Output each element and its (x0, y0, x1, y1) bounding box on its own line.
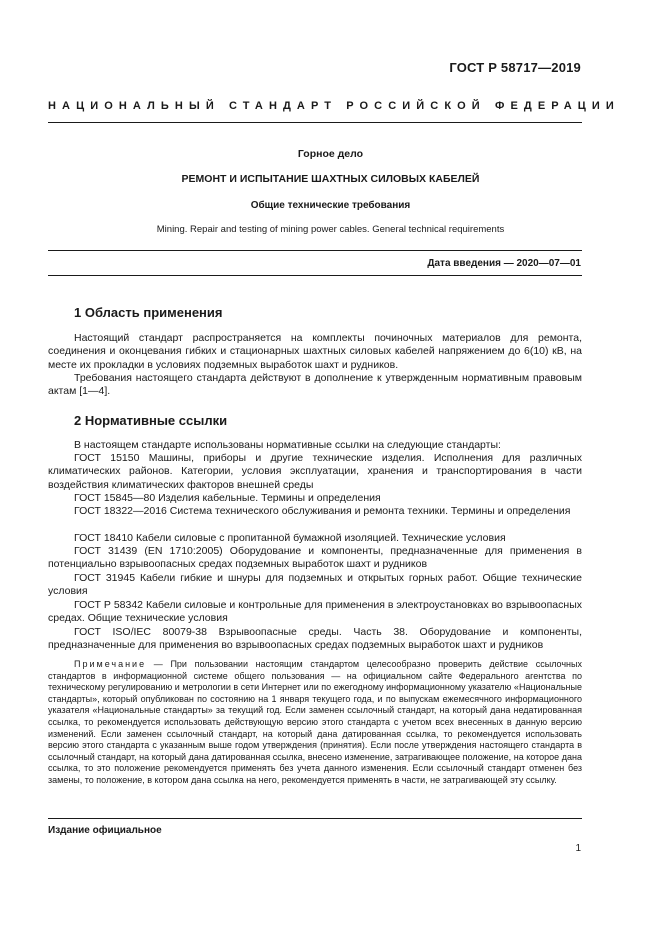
reference-item: ГОСТ 18410 Кабели силовые с пропитанной бумажной изоляцией. Технические условия (74, 532, 506, 544)
section-1-paragraph: Требования настоящего стандарта действуют в дополнение к утвержденным нормативным правовым актам [1—4]. (48, 372, 582, 398)
page-number: 1 (575, 843, 581, 854)
english-title: Mining. Repair and testing of mining power cables. General technical requirements (156, 224, 505, 235)
section-1-paragraph: Настоящий стандарт распространяется на комплекты починочных материалов для ремонта, соединения и оконцевания гибких и стационарных шахтных силовых кабелей напряжением до 6(10) кВ, на месте их прокладки в условиях подземных выработок шахт и рудников. (48, 332, 582, 371)
reference-item: ГОСТ 18322—2016 Система технического обслуживания и ремонта техники. Термины и определения (74, 505, 571, 517)
reference-item: ГОСТ 31439 (EN 1710:2005) Оборудование и компоненты, предназначенные для применения в потенциально взрывоопасных средах подземных выработок шахт и рудников (48, 545, 582, 571)
national-standard-banner: НАЦИОНАЛЬНЫЙ СТАНДАРТ РОССИЙСКОЙ ФЕДЕРАЦИИ (48, 100, 620, 112)
section-2-heading: 2 Нормативные ссылки (74, 413, 228, 428)
introduction-date: Дата введения — 2020—07—01 (427, 258, 581, 269)
footer-rule (48, 818, 582, 819)
reference-item: ГОСТ Р 58342 Кабели силовые и контрольные для применения в электроустановках во взрывоопасных средах. Общие технические условия (48, 599, 582, 625)
reference-item: ГОСТ 15150 Машины, приборы и другие технические изделия. Исполнения для различных климатических районов. Категории, условия эксплуатации, хранения и транспортирования в части воздействия климатических факторов внешней среды (48, 452, 582, 491)
reference-item: ГОСТ 15845—80 Изделия кабельные. Термины и определения (74, 492, 381, 504)
section-1-heading: 1 Область применения (74, 305, 223, 320)
reference-item: ГОСТ ISO/IEC 80079-38 Взрывоопасные среды. Часть 38. Оборудование и компоненты, предназначенные для применения во взрывоопасных средах подземных выработок шахт и рудников (48, 626, 582, 652)
main-title: РЕМОНТ И ИСПЫТАНИЕ ШАХТНЫХ СИЛОВЫХ КАБЕЛЕЙ (181, 173, 480, 185)
reference-note (48, 659, 582, 787)
domain-title: Горное дело (297, 148, 364, 160)
official-edition-label: Издание официальное (48, 825, 162, 836)
note-text: — При пользовании настоящим стандартом целесообразно проверить действие ссылочных стандартов в информационной системе общего пользования — на официальном сайте Федерального агентства по техническому регулированию и метрологии в сети Интернет или по ежегодному информационному указателю «Национальные стандарты», который опубликован по состоянию на 1 января текущего года, и по выпускам ежемесячного информационного указателя «Национальные стандарты» за текущий год. Если заменен ссылочный стандарт, на который дана недатированная ссылка, то рекомендуется использовать действующую версию этого стандарта с учетом всех внесенных в данную версию изменений. Если заменен ссылочный стандарт, на который дана датированная ссылка, то рекомендуется использовать версию этого стандарта с указанным выше годом утверждения (принятия). Если после утверждения настоящего стандарта в ссылочный стандарт, на который дана датированная ссылка, внесено изменение, затрагивающее положение, на которое дана ссылка, то это положение рекомендуется применять без учета данного изменения. Если ссылочный стандарт отменен без замены, то положение, в котором дана ссылка на него, рекомендуется применять в части, не затрагивающей эту ссылку. (48, 659, 582, 785)
standard-code: ГОСТ Р 58717—2019 (449, 60, 581, 75)
reference-item: ГОСТ 31945 Кабели гибкие и шнуры для подземных и открытых горных работ. Общие технические условия (48, 572, 582, 598)
section-2-lead: В настоящем стандарте использованы нормативные ссылки на следующие стандарты: (74, 439, 501, 451)
title-rule (48, 250, 582, 251)
note-label: Примечание (74, 659, 147, 669)
date-rule (48, 275, 582, 276)
sub-title: Общие технические требования (250, 200, 411, 211)
header-rule (48, 122, 582, 123)
